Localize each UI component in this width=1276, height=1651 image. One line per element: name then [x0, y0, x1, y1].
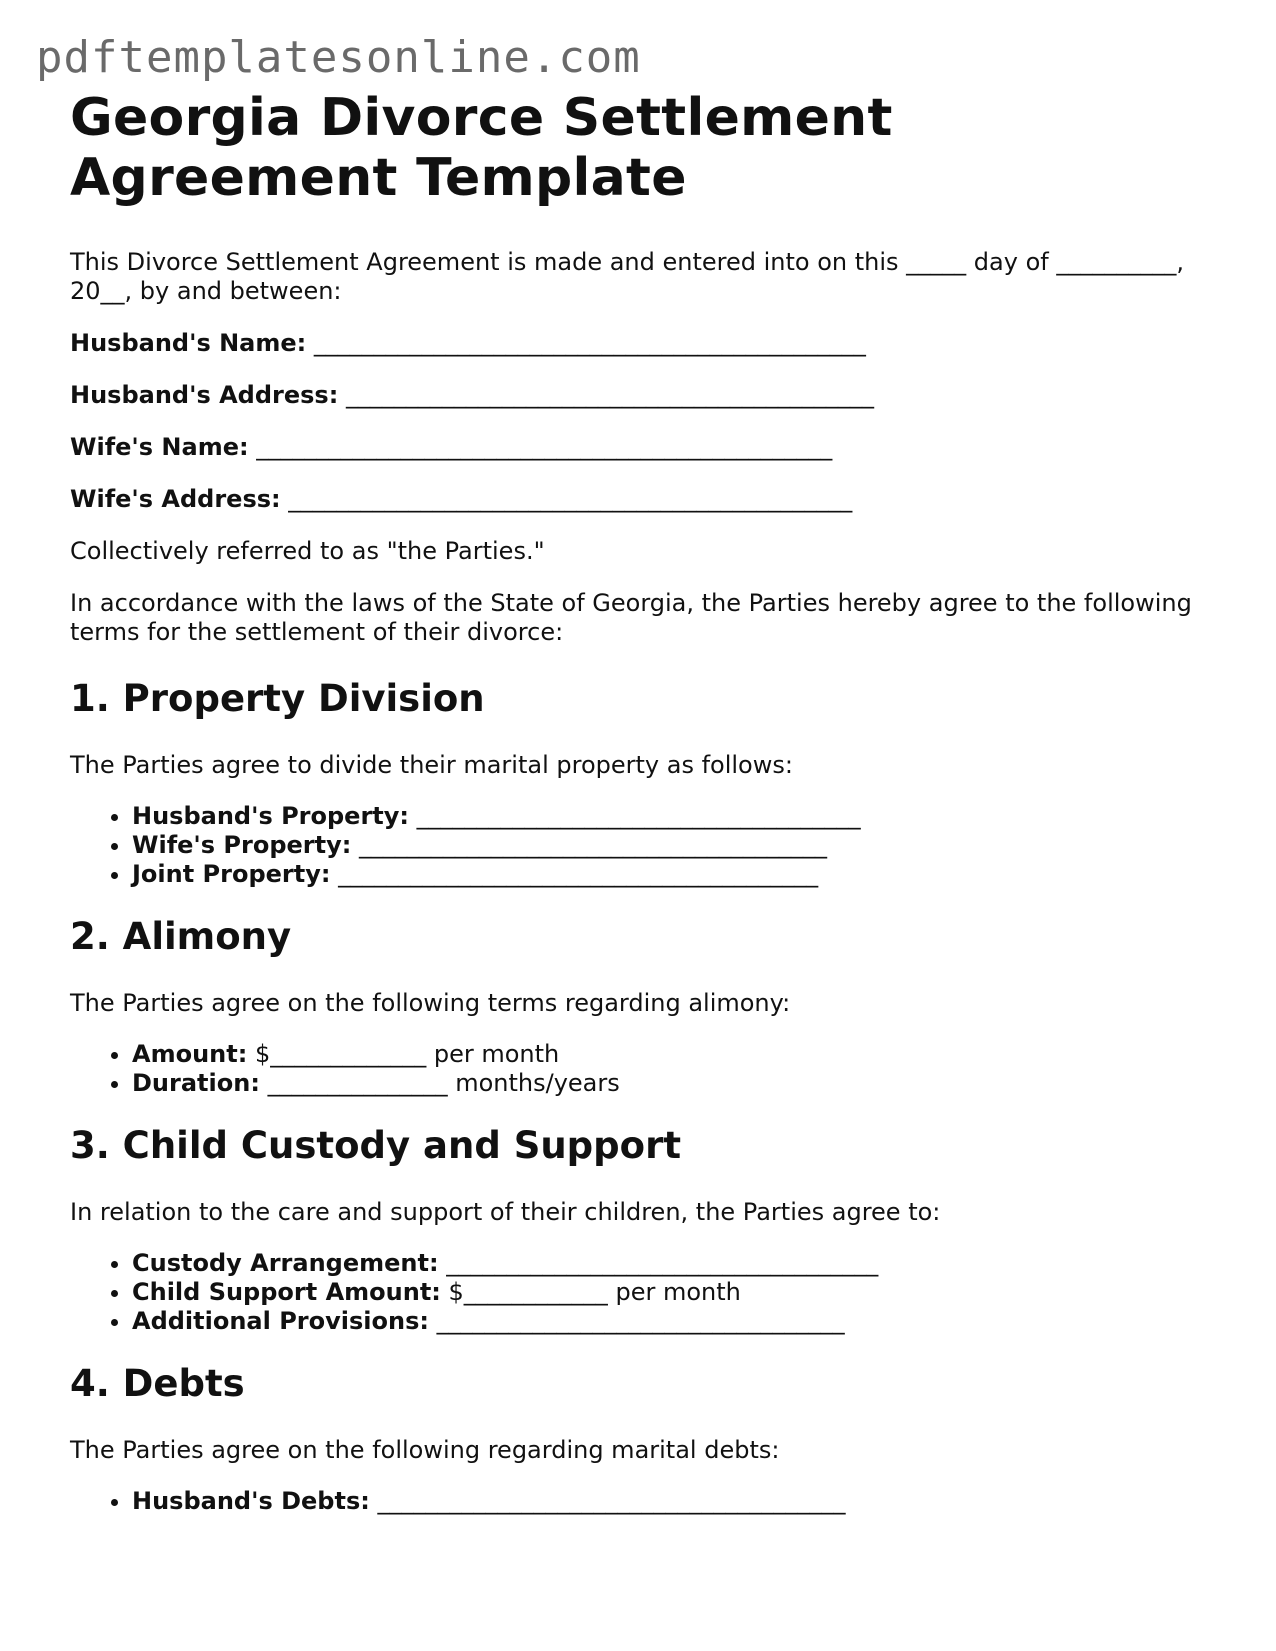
list-item[interactable] [132, 802, 1220, 831]
list-item[interactable] [132, 1040, 1220, 1069]
alimony-duration-label: Duration: [132, 1069, 260, 1097]
list-item[interactable] [132, 1069, 1220, 1098]
additional-provisions-label: Additional Provisions: [132, 1307, 429, 1335]
wife-address-field[interactable] [70, 485, 1220, 514]
property-division-text: The Parties agree to divide their marital property as follows: [70, 751, 793, 779]
wife-property-label: Wife's Property: [132, 831, 352, 859]
wife-address-blank[interactable]: _______________________________________________ [288, 485, 853, 513]
document-title: Georgia Divorce Settlement Agreement Template [70, 88, 893, 208]
alimony-text: The Parties agree on the following terms regarding alimony: [70, 989, 791, 1017]
child-support-amount-suffix: per month [615, 1278, 741, 1306]
watermark: pdftemplatesonline.com [36, 32, 641, 83]
joint-property-label: Joint Property: [132, 860, 331, 888]
child-support-amount-blank[interactable]: $____________ [448, 1278, 608, 1306]
alimony-amount-blank[interactable]: $_____________ [254, 1040, 427, 1068]
husband-property-label: Husband's Property: [132, 802, 410, 830]
alimony-amount-label: Amount: [132, 1040, 248, 1068]
husband-name-field[interactable] [70, 329, 1220, 358]
list-item[interactable] [132, 1487, 1220, 1516]
property-division-heading: 1. Property Division [70, 677, 485, 720]
child-support-amount-label: Child Support Amount: [132, 1278, 441, 1306]
alimony-list [70, 1040, 1220, 1098]
wife-property-blank[interactable]: _______________________________________ [358, 831, 827, 859]
collective-paragraph: Collectively referred to as "the Parties." [70, 537, 545, 565]
custody-arrangement-label: Custody Arrangement: [132, 1249, 439, 1277]
list-item[interactable] [132, 860, 1220, 889]
wife-name-blank[interactable]: ________________________________________________ [256, 433, 833, 461]
husband-address-blank[interactable]: ____________________________________________ [345, 381, 874, 409]
wife-name-field[interactable] [70, 433, 1220, 462]
list-item[interactable] [132, 1278, 1220, 1307]
husband-debts-blank[interactable]: _______________________________________ [377, 1487, 846, 1515]
debts-text: The Parties agree on the following regarding marital debts: [70, 1436, 780, 1464]
debts-heading: 4. Debts [70, 1362, 245, 1405]
husband-property-blank[interactable]: _____________________________________ [416, 802, 861, 830]
custody-arrangement-blank[interactable]: ____________________________________ [446, 1249, 879, 1277]
husband-name-blank[interactable]: ______________________________________________ [313, 329, 866, 357]
husband-debts-label: Husband's Debts: [132, 1487, 370, 1515]
list-item[interactable] [132, 1249, 1220, 1278]
alimony-heading: 2. Alimony [70, 915, 292, 958]
document-body [70, 88, 1220, 1516]
wife-name-label: Wife's Name: [70, 433, 249, 461]
list-item[interactable] [132, 1307, 1220, 1336]
alimony-duration-suffix: months/years [455, 1069, 620, 1097]
joint-property-blank[interactable]: ________________________________________ [338, 860, 819, 888]
child-custody-heading: 3. Child Custody and Support [70, 1124, 682, 1167]
list-item[interactable] [132, 831, 1220, 860]
alimony-duration-blank[interactable]: _______________ [267, 1069, 448, 1097]
accordance-paragraph: In accordance with the laws of the State of Georgia, the Parties hereby agree to the following terms for the settlement of their divorce: [70, 589, 1192, 646]
property-list [70, 802, 1220, 889]
husband-name-label: Husband's Name: [70, 329, 307, 357]
debts-list [70, 1487, 1220, 1516]
intro-paragraph: This Divorce Settlement Agreement is made and entered into on this _____ day of __________, 20__, by and between: [70, 248, 1184, 305]
custody-list [70, 1249, 1220, 1336]
wife-address-label: Wife's Address: [70, 485, 281, 513]
child-custody-text: In relation to the care and support of their children, the Parties agree to: [70, 1198, 941, 1226]
husband-address-label: Husband's Address: [70, 381, 339, 409]
additional-provisions-blank[interactable]: __________________________________ [436, 1307, 845, 1335]
husband-address-field[interactable] [70, 381, 1220, 410]
alimony-amount-suffix: per month [433, 1040, 560, 1068]
